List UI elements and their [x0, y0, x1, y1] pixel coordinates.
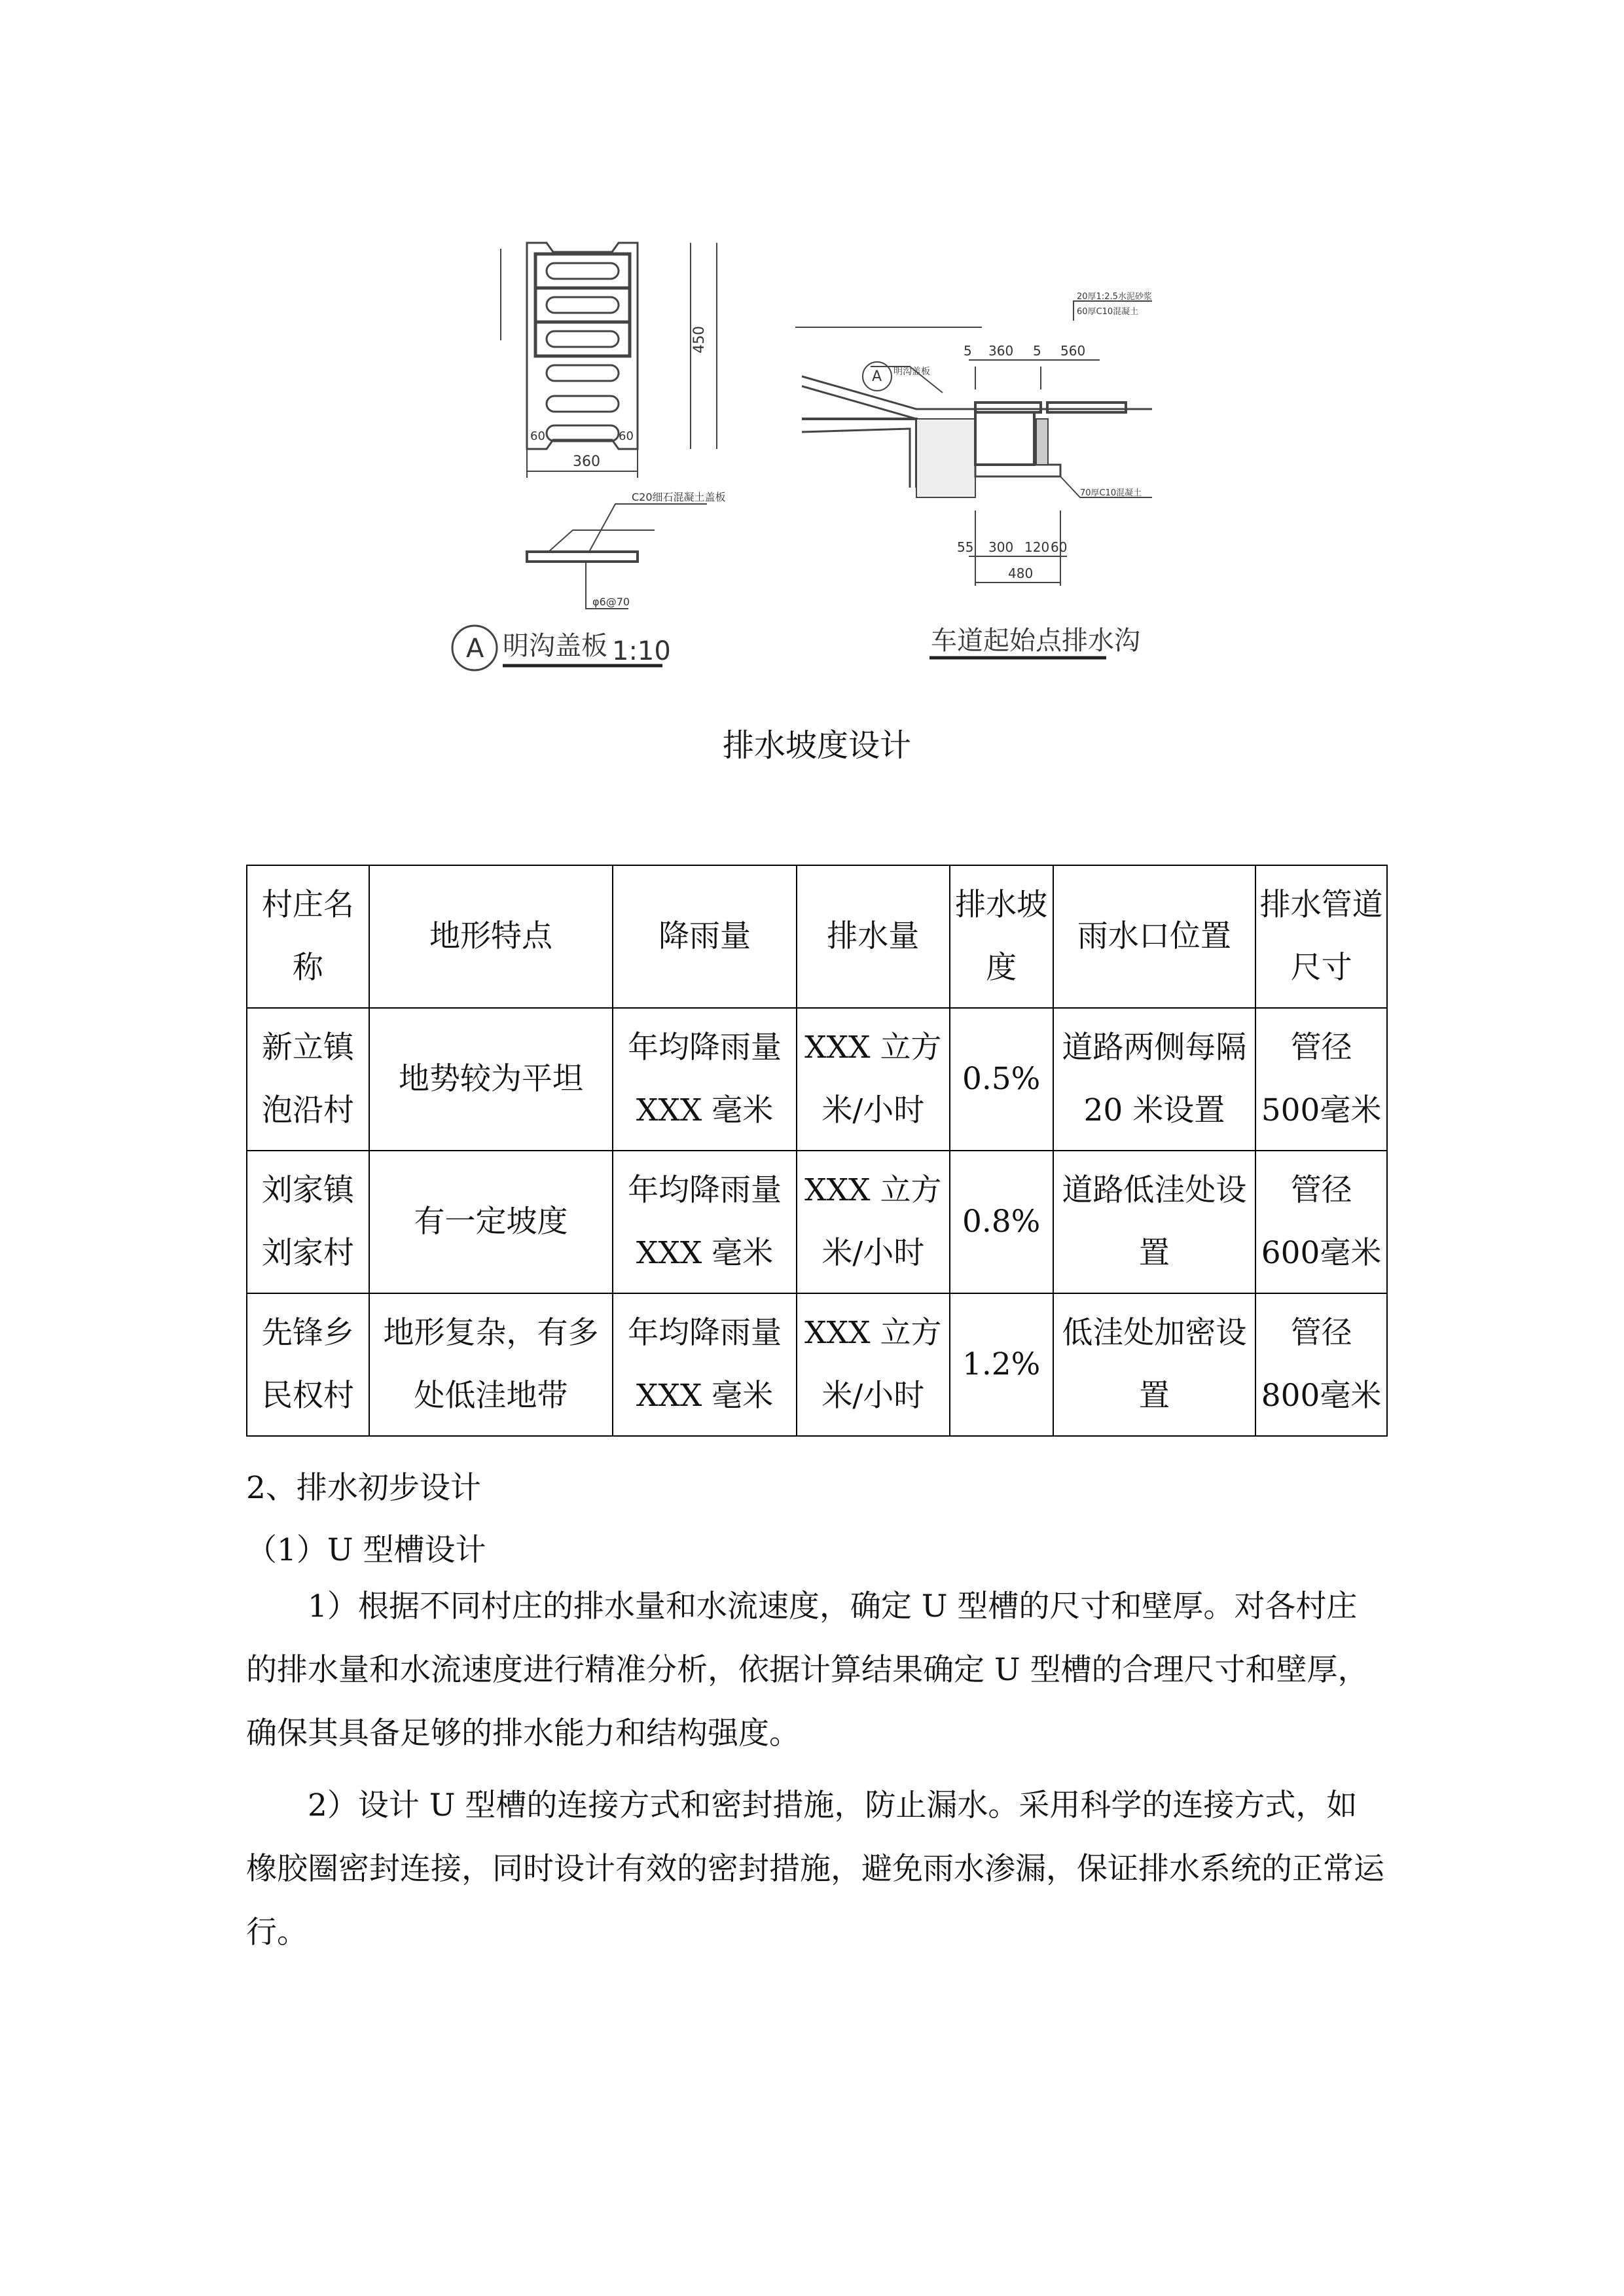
subsection-heading: （1）U 型槽设计	[246, 1532, 486, 1568]
dim-top-2: 360	[988, 343, 1014, 359]
dim-width: 360	[573, 454, 600, 470]
table-cell: 0.8%	[950, 1151, 1053, 1293]
table-cell: 低洼处加密设置	[1053, 1293, 1256, 1436]
cover-plate-plan	[501, 243, 717, 609]
table-row	[247, 1008, 1387, 1151]
table-cell: 道路两侧每隔20 米设置	[1053, 1008, 1256, 1151]
figure-caption: 排水坡度设计	[722, 727, 911, 764]
table-cell: 1.2%	[950, 1293, 1053, 1436]
table-cell: 有一定坡度	[369, 1151, 613, 1293]
right-title: 车道起始点排水沟	[931, 626, 1140, 656]
section-heading: 2、排水初步设计	[246, 1470, 481, 1506]
cover-ref: 明沟盖板	[893, 367, 930, 377]
table-cell: 年均降雨量XXX 毫米	[613, 1008, 797, 1151]
table-cell: 管径 500毫米	[1255, 1008, 1387, 1151]
layer-top2: 60厚C10混凝土	[1077, 307, 1139, 317]
header-cell: 村庄名称	[247, 865, 369, 1008]
table-cell: 先锋乡民权村	[247, 1293, 369, 1436]
detail-marker: A	[466, 634, 484, 664]
header-cell: 排水坡度	[950, 865, 1053, 1008]
header-cell: 地形特点	[369, 865, 613, 1008]
layer-top1: 20厚1:2.5水泥砂浆	[1077, 292, 1152, 302]
header-cell: 排水管道尺寸	[1255, 865, 1387, 1008]
drainage-cad-drawing	[0, 0, 1624, 694]
dim-edge-left: 60	[530, 429, 545, 443]
drain-section	[795, 301, 1152, 586]
table-cell: 新立镇泡沿村	[247, 1008, 369, 1151]
dim-top-4: 560	[1060, 343, 1086, 359]
table-cell: XXX 立方米/小时	[797, 1008, 950, 1151]
table-cell: 管径 600毫米	[1255, 1151, 1387, 1293]
table-row	[247, 1293, 1387, 1436]
header-cell: 排水量	[797, 865, 950, 1008]
paragraph: 2）设计 U 型槽的连接方式和密封措施，防止漏水。采用科学的连接方式，如橡胶圈密封连接，同时设计有效的密封措施，避免雨水渗漏，保证排水系统的正常运行。	[246, 1787, 1384, 1950]
left-title: 明沟盖板	[503, 631, 607, 661]
dim-bottom-1: 55	[957, 539, 974, 555]
section-marker: A	[872, 368, 882, 385]
table-cell: 年均降雨量XXX 毫米	[613, 1293, 797, 1436]
dim-top-1: 5	[964, 343, 972, 359]
table-row	[247, 1151, 1387, 1293]
table-cell: 管径 800毫米	[1255, 1293, 1387, 1436]
dim-edge-right: 60	[619, 429, 634, 443]
cover-note: C20细石混凝土盖板	[632, 491, 726, 503]
layer-bottom: 70厚C10混凝土	[1080, 488, 1142, 498]
dim-bottom-total: 480	[1008, 565, 1034, 581]
dim-bottom-4: 60	[1051, 539, 1068, 555]
header-cell: 雨水口位置	[1053, 865, 1256, 1008]
table-cell: 刘家镇刘家村	[247, 1151, 369, 1293]
table-cell: 道路低洼处设置	[1053, 1151, 1256, 1293]
table-cell: 年均降雨量XXX 毫米	[613, 1151, 797, 1293]
table-cell: 0.5%	[950, 1008, 1053, 1151]
paragraph: 1）根据不同村庄的排水量和水流速度，确定 U 型槽的尺寸和壁厚。对各村庄的排水量和水流速度进行精准分析，依据计算结果确定 U 型槽的合理尺寸和壁厚，确保其具备足够的排水能力和结构强度。	[246, 1588, 1369, 1751]
table-cell: 地势较为平坦	[369, 1008, 613, 1151]
dim-top-3: 5	[1033, 343, 1041, 359]
table-cell: XXX 立方米/小时	[797, 1151, 950, 1293]
rebar-note: φ6@70	[592, 596, 630, 608]
left-scale: 1:10	[612, 636, 671, 666]
drainage-table	[246, 865, 1388, 1437]
dim-height: 450	[691, 326, 708, 353]
table-cell: 地形复杂，有多处低洼地带	[369, 1293, 613, 1436]
table-cell: XXX 立方米/小时	[797, 1293, 950, 1436]
table-header-row	[247, 865, 1387, 1008]
dim-bottom-3: 120	[1024, 539, 1050, 555]
dim-bottom-2: 300	[988, 539, 1014, 555]
header-cell: 降雨量	[613, 865, 797, 1008]
